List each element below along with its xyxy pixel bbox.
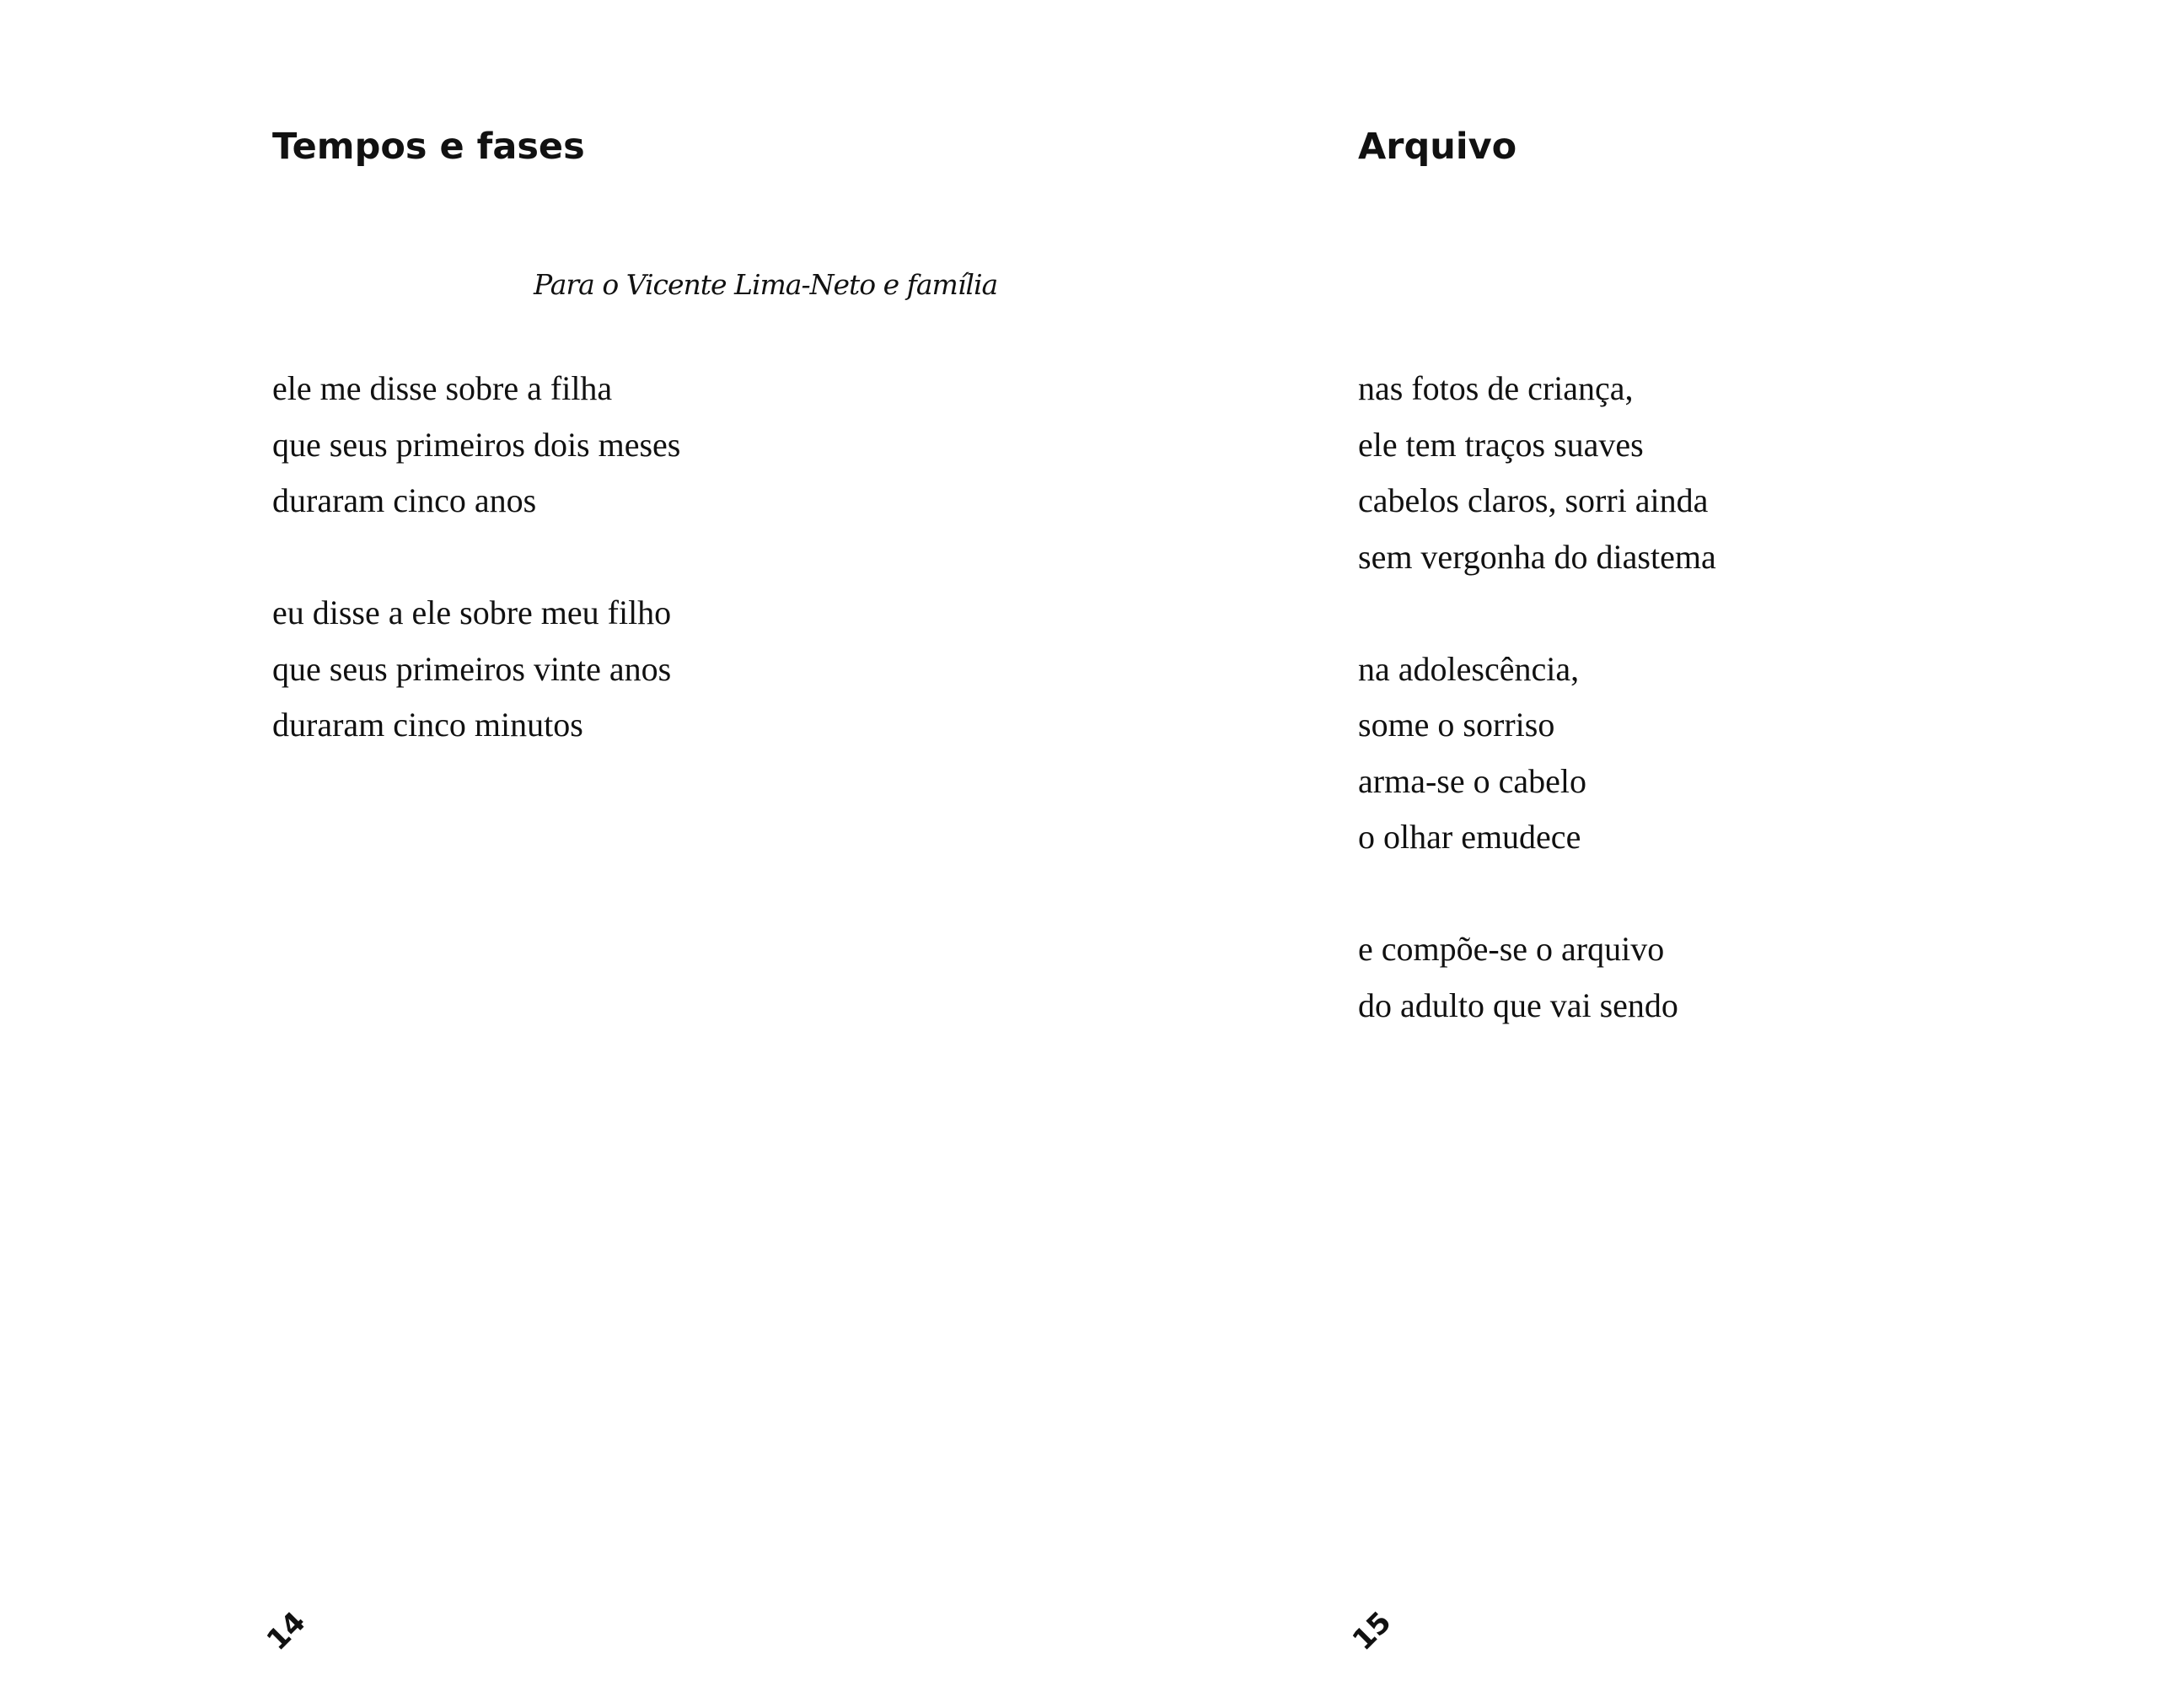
- verse-line: o olhar emudece: [1358, 818, 1581, 856]
- stanza: [272, 585, 680, 754]
- verse-line: nas fotos de criança,: [1358, 369, 1634, 407]
- stanza: [272, 361, 680, 529]
- poem-title: Tempos e fases: [272, 126, 585, 168]
- verse-line: e compõe-se o arquivo: [1358, 930, 1665, 968]
- stanza: [1358, 642, 1716, 866]
- verse-line: duraram cinco minutos: [272, 706, 583, 744]
- verse-line: que seus primeiros dois meses: [272, 425, 681, 464]
- page-number: 15: [1345, 1605, 1398, 1657]
- verse-line: cabelos claros, sorri ainda: [1358, 481, 1709, 519]
- verse-line: sem vergonha do diastema: [1358, 537, 1716, 576]
- verse-line: duraram cinco anos: [272, 481, 537, 519]
- page-number: 14: [260, 1605, 313, 1657]
- verse-line: eu disse a ele sobre meu filho: [272, 594, 672, 631]
- stanza: [1358, 361, 1716, 585]
- poem-title: Arquivo: [1358, 126, 1517, 168]
- stanza: [1358, 921, 1716, 1034]
- verse-line: na adolescência,: [1358, 649, 1580, 688]
- poem-body: [1358, 361, 1716, 1034]
- verse-line: some o sorriso: [1358, 706, 1555, 744]
- verse-line: do adulto que vai sendo: [1358, 986, 1678, 1024]
- poem-body: [272, 361, 680, 754]
- verse-line: arma-se o cabelo: [1358, 761, 1586, 800]
- verse-line: que seus primeiros vinte anos: [272, 649, 672, 688]
- verse-line: ele tem traços suaves: [1358, 425, 1644, 464]
- verse-line: ele me disse sobre a filha: [272, 369, 613, 407]
- poem-dedication: Para o Vicente Lima-Neto e família: [534, 268, 998, 301]
- right-page: [1079, 0, 2158, 1708]
